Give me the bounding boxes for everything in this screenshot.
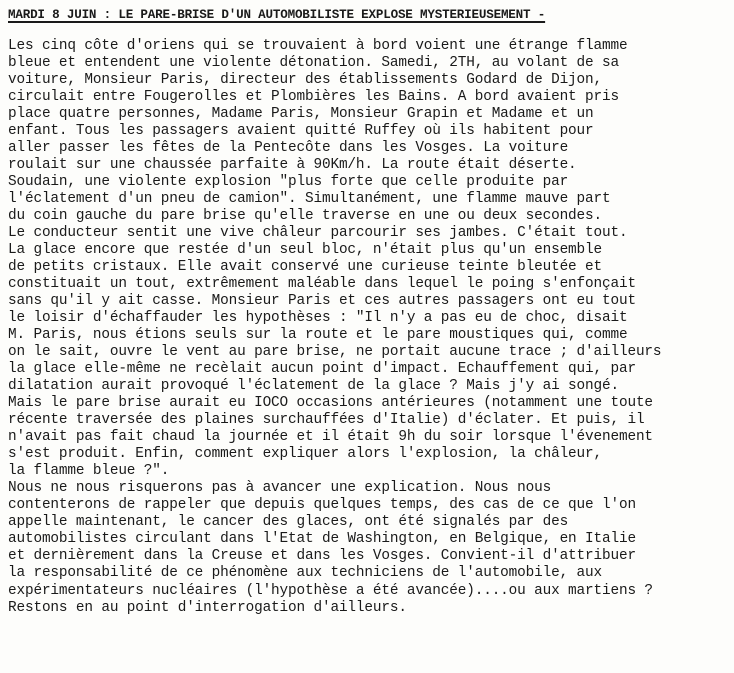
text-line: et dernièrement dans la Creuse et dans les Vosges. Convient-il d'attribuer [8, 548, 636, 565]
text-line: M. Paris, nous étions seuls sur la route et le pare moustiques qui, comme [8, 327, 628, 344]
text-line: enfant. Tous les passagers avaient quitté Ruffey où ils habitent pour [8, 123, 594, 140]
text-line: contenterons de rappeler que depuis quelques temps, des cas de ce que l'on [8, 497, 636, 514]
text-line: Mais le pare brise aurait eu IOCO occasions antérieures (notamment une toute [8, 395, 653, 412]
text-line: du coin gauche du pare brise qu'elle traverse en une ou deux secondes. [8, 208, 603, 225]
text-line: sans qu'il y ait casse. Monsieur Paris et ces autres passagers ont eu tout [8, 293, 636, 310]
text-line: la responsabilité de ce phénomène aux techniciens de l'automobile, aux [8, 565, 603, 582]
text-line: La glace encore que restée d'un seul bloc, n'était plus qu'un ensemble [8, 242, 603, 259]
text-line: roulait sur une chaussée parfaite à 90Km/h. La route était déserte. [8, 157, 577, 174]
text-line: s'est produit. Enfin, comment expliquer alors l'explosion, la châleur, [8, 446, 603, 463]
text-line: Les cinq côte d'oriens qui se trouvaient à bord voient une étrange flamme [8, 38, 628, 54]
text-line: Soudain, une violente explosion "plus forte que celle produite par [8, 174, 569, 191]
text-line: Restons en au point d'interrogation d'ailleurs. [8, 599, 407, 616]
article-header: MARDI 8 JUIN : LE PARE-BRISE D'UN AUTOMOBILISTE EXPLOSE MYSTERIEUSEMENT - [8, 8, 546, 22]
text-line: la flamme bleue ?". [8, 463, 170, 480]
text-line: la glace elle-même ne recèlait aucun point d'impact. Echauffement qui, par [8, 361, 636, 378]
text-line: expérimentateurs nucléaires (l'hypothèse a été avancée)....ou aux martiens ? [8, 582, 653, 599]
text-line: place quatre personnes, Madame Paris, Monsieur Grapin et Madame et un [8, 106, 594, 123]
text-line: appelle maintenant, le cancer des glaces, ont été signalés par des [8, 514, 569, 531]
text-line: aller passer les fêtes de la Pentecôte dans les Vosges. La voiture [8, 140, 569, 157]
text-line: circulait entre Fougerolles et Plombières les Bains. A bord avaient pris [8, 89, 619, 106]
text-line: de petits cristaux. Elle avait conservé une curieuse teinte bleutée et [8, 259, 603, 276]
text-line: récente traversée des plaines surchauffées d'Italie) d'éclater. Et puis, il [8, 412, 645, 429]
text-line: Le conducteur sentit une vive châleur parcourir ses jambes. C'était tout. [8, 225, 628, 242]
text-line: on le sait, ouvre le vent au pare brise, ne portait aucune trace ; d'ailleurs [8, 344, 662, 361]
text-line: voiture, Monsieur Paris, directeur des établissements Godard de Dijon, [8, 72, 603, 89]
text-line: n'avait pas fait chaud la journée et il était 9h du soir lorsque l'évenement [8, 429, 653, 446]
text-line: automobilistes circulant dans l'Etat de Washington, en Belgique, en Italie [8, 531, 636, 548]
article-body [8, 38, 730, 617]
text-line: le loisir d'échaffauder les hypothèses : "Il n'y a pas eu de choc, disait [8, 310, 628, 327]
text-line: dilatation aurait provoqué l'éclatement de la glace ? Mais j'y ai songé. [8, 378, 619, 395]
text-line: Nous ne nous risquerons pas à avancer une explication. Nous nous [8, 480, 552, 497]
text-line: bleue et entendent une violente détonation. Samedi, 2TH, au volant de sa [8, 55, 619, 72]
text-line: constituait un tout, extrêmement maléable dans lequel le poing s'enfonçait [8, 276, 636, 293]
text-line: l'éclatement d'un pneu de camion". Simultanément, une flamme mauve part [8, 191, 611, 208]
